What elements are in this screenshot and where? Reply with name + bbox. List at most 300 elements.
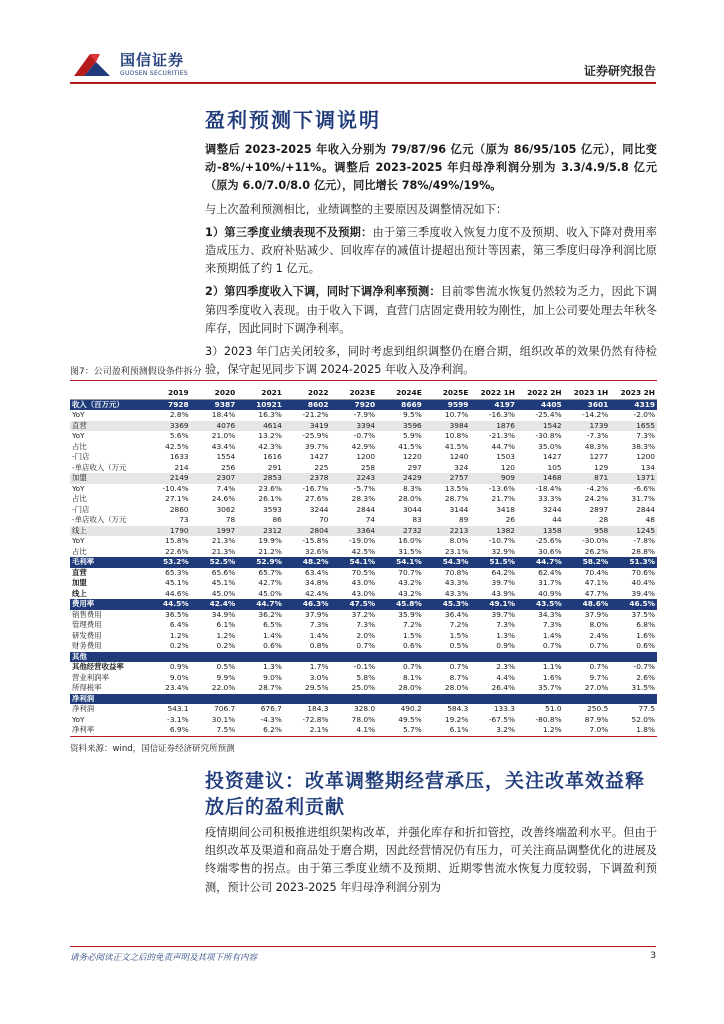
table-row	[70, 410, 657, 421]
table-cell: 43.4%	[211, 441, 236, 451]
table-cell: 7928	[144, 399, 191, 410]
column-header: 2023E	[331, 388, 378, 399]
table-cell: -25.9%	[302, 431, 329, 440]
table-cell: 39.7%	[305, 441, 329, 451]
table-row	[70, 526, 657, 537]
table-cell: 3144	[449, 504, 469, 514]
table-cell: 1.4%	[542, 630, 562, 640]
table-cell: 490.2	[400, 704, 422, 713]
table-cell: 4076	[191, 421, 238, 432]
table-cell: 297	[407, 462, 422, 472]
table-cell: 1277	[589, 452, 609, 461]
table-cell: 225	[314, 462, 329, 472]
table-cell: 2757	[424, 473, 471, 484]
table-cell: 0.9%	[496, 641, 515, 650]
table-cell: 909	[470, 473, 517, 484]
table-cell: 6.9%	[169, 725, 189, 734]
table-cell: 65.3%	[165, 567, 189, 577]
table-cell: 34.3%	[538, 609, 562, 619]
table-cell: 3.0%	[309, 672, 329, 682]
table-cell: 2378	[284, 473, 331, 484]
table-cell: 37.5%	[631, 609, 655, 619]
table-cell: 6.1%	[216, 620, 236, 629]
table-cell: 1371	[610, 473, 657, 484]
table-cell: 2804	[284, 526, 331, 537]
table-cell: 52.9%	[237, 557, 284, 568]
table-cell: 18.4%	[211, 410, 236, 419]
table-cell: 43.0%	[351, 578, 376, 587]
table-cell: 70.8%	[444, 567, 469, 577]
section-title: 盈利预测下调说明	[205, 108, 381, 132]
table-cell: 23.1%	[444, 546, 469, 556]
table-cell: 1.1%	[542, 662, 562, 671]
table-cell: 1200	[356, 452, 376, 461]
table-cell: 2844	[356, 504, 376, 514]
table-cell: 1427	[309, 452, 329, 461]
table-cell: 30.1%	[211, 714, 236, 724]
table-cell: 2.0%	[356, 630, 376, 640]
row-label: YoY	[72, 483, 85, 493]
header-divider	[70, 82, 656, 84]
table-cell: 43.2%	[398, 578, 422, 587]
table-cell: 2897	[589, 504, 609, 514]
table-cell: 0.2%	[169, 641, 189, 650]
table-cell: 63.4%	[305, 567, 329, 577]
table-cell: 1245	[610, 526, 657, 537]
table-cell: 52.0%	[631, 714, 655, 724]
table-cell: -14.2%	[582, 410, 609, 419]
table-cell: 58.2%	[564, 557, 611, 568]
table-cell: 35.7%	[538, 683, 562, 692]
table-cell: -72.8%	[302, 714, 329, 724]
table-cell: 42.5%	[165, 441, 189, 451]
table-row	[70, 631, 657, 642]
table-row	[70, 610, 657, 621]
table-cell: 45.3%	[424, 599, 471, 610]
table-cell: 31.7%	[631, 494, 655, 503]
table-cell: 8.1%	[402, 672, 422, 682]
section-title: 投资建议：改革调整期经营承压，关注改革效益释放后的盈利贡献	[205, 770, 646, 818]
table-cell: 0.2%	[216, 641, 236, 650]
table-cell	[470, 652, 517, 663]
figure-source: 资料来源：wind，国信证券经济研究所预测	[70, 744, 235, 754]
table-row	[70, 620, 657, 631]
table-cell: 1220	[402, 452, 422, 461]
table-cell: 65.7%	[258, 567, 282, 577]
table-cell: 28.0%	[398, 494, 422, 503]
table-cell: 4.4%	[496, 672, 515, 682]
row-label: 收入（百万元）	[70, 399, 144, 410]
row-label: 净利润	[70, 694, 144, 705]
table-cell: 0.6%	[402, 641, 422, 650]
reason-2-lead: 2）第四季度收入下调，同时下调净利率预测：	[205, 285, 441, 299]
table-cell: 1.4%	[309, 630, 329, 640]
table-cell	[610, 652, 657, 663]
table-cell: 38.3%	[631, 441, 655, 451]
table-cell: -16.7%	[302, 483, 329, 493]
table-cell: 51.3%	[610, 557, 657, 568]
table-cell: 42.9%	[351, 441, 376, 451]
table-cell: 78	[225, 515, 236, 524]
table-cell: 1997	[191, 526, 238, 537]
table-cell: 43.3%	[444, 578, 469, 587]
table-cell: 8602	[284, 399, 331, 410]
table-cell: 26.2%	[584, 546, 609, 556]
paragraph-summary: 调整后 2023-2025 年收入分别为 79/87/96 亿元（原为 86/95/105 亿元），同比变动-8%/+10%/+11%。调整后 2023-2025 年归母净利润分别为 3.3/4.9/5.8 亿元（原为 6.0/7.0/8.0 亿元），同比增长 78%/49%/19%。	[205, 143, 657, 193]
table-row	[70, 578, 657, 589]
table-cell: 1503	[496, 452, 515, 461]
table-cell: -7.9%	[353, 410, 376, 419]
table-cell	[237, 652, 284, 663]
table-cell: 1358	[517, 526, 564, 537]
table-cell: 2149	[144, 473, 191, 484]
disclaimer-note: 请务必阅读正文之后的免责声明及其项下所有内容	[70, 953, 258, 963]
column-header: 2021	[237, 388, 284, 399]
table-cell: 184.3	[307, 704, 329, 713]
table-cell: 70.7%	[398, 567, 422, 577]
table-cell: 43.2%	[398, 588, 422, 598]
table-row	[70, 505, 657, 516]
table-cell: 45.1%	[165, 578, 189, 587]
table-cell: -4.3%	[260, 714, 282, 724]
table-cell: 31.5%	[631, 683, 655, 692]
table-cell: 19.2%	[444, 714, 469, 724]
table-cell: -21.3%	[488, 431, 515, 440]
table-cell: 3419	[284, 421, 331, 432]
table-cell: 250.5	[587, 704, 609, 713]
table-cell: 1.4%	[263, 630, 282, 640]
table-row	[70, 557, 657, 568]
logo-chinese-name: 国信证券	[120, 51, 185, 69]
table-cell: 328.0	[353, 704, 376, 713]
column-header: 2023 2H	[610, 388, 657, 399]
table-cell: 1633	[169, 452, 189, 461]
table-cell: 39.7%	[491, 578, 515, 587]
table-cell: 37.9%	[584, 609, 609, 619]
table-cell: 5.6%	[169, 431, 189, 440]
table-cell: 256	[221, 462, 236, 472]
table-cell: 28	[598, 515, 609, 524]
row-label: 其他	[70, 652, 144, 663]
paragraph-advice: 疫情期间公司积极推进组织架构改革，并强化库存和折扣管控，改善终端盈利水平。但由于组织改革及渠道和商品处于磨合期，因此经营情况仍有压力，可关注商品调整优化的进展及终端零售的拐点。由于第三季度业绩不及预期、近期零售流水恢复力度较弱，下调盈利预测，预计公司 2023-2025 年归母净利润分别为	[205, 826, 657, 894]
table-row	[70, 715, 657, 726]
table-cell: 4319	[610, 399, 657, 410]
table-cell: 3593	[263, 504, 282, 514]
table-cell: 22.0%	[211, 683, 236, 692]
table-cell: 7.3%	[309, 620, 329, 629]
table-cell: 105	[547, 462, 562, 472]
row-label: 占比	[72, 441, 87, 451]
table-cell: 10.7%	[444, 410, 469, 419]
table-cell: 89	[458, 515, 469, 524]
row-label: 净利润	[72, 704, 95, 713]
table-row	[70, 494, 657, 505]
table-row	[70, 421, 657, 432]
table-cell: 33.3%	[538, 494, 562, 503]
report-type-label: 证券研究报告	[583, 64, 656, 78]
table-cell: 0.5%	[449, 641, 469, 650]
table-cell: 2732	[377, 526, 424, 537]
table-cell: 1554	[216, 452, 236, 461]
table-cell	[144, 694, 191, 705]
table-cell: 13.2%	[258, 431, 282, 440]
table-cell: 52.5%	[191, 557, 238, 568]
table-cell: -30.0%	[582, 536, 609, 545]
table-cell: -3.1%	[167, 714, 189, 724]
table-cell	[424, 652, 471, 663]
row-label: -单店收入（万元	[72, 462, 127, 472]
table-cell: 26.1%	[258, 494, 282, 503]
table-cell: 64.2%	[491, 567, 515, 577]
table-cell: 7.3%	[636, 431, 655, 440]
table-cell: -16.3%	[488, 410, 515, 419]
table-cell: 5.9%	[402, 431, 422, 440]
table-cell: 27.1%	[165, 494, 189, 503]
table-cell: 15.8%	[165, 536, 189, 545]
column-header: 2022 1H	[470, 388, 517, 399]
table-cell: 42.7%	[258, 578, 282, 587]
table-cell: 19.9%	[258, 536, 282, 545]
table-cell: 48.3%	[584, 441, 609, 451]
table-cell: 8.0%	[449, 536, 469, 545]
table-cell: 30.6%	[538, 546, 562, 556]
table-cell: 1468	[517, 473, 564, 484]
table-cell	[144, 652, 191, 663]
table-cell: 1.2%	[216, 630, 236, 640]
table-cell: 9.0%	[169, 672, 189, 682]
table-cell: 6.4%	[169, 620, 189, 629]
table-cell: 32.6%	[305, 546, 329, 556]
table-cell: 27.0%	[584, 683, 609, 692]
row-label: 管理费用	[72, 620, 102, 629]
table-cell: 87.9%	[584, 714, 609, 724]
table-cell: 7.2%	[402, 620, 422, 629]
table-cell: 2312	[237, 526, 284, 537]
row-label: -门店	[72, 452, 90, 461]
table-cell: -2.0%	[633, 410, 655, 419]
table-cell: -10.7%	[488, 536, 515, 545]
table-cell	[610, 694, 657, 705]
table-cell: 1616	[263, 452, 282, 461]
table-cell: 45.0%	[211, 588, 236, 598]
page-number: 3	[650, 951, 656, 961]
table-cell: 7.4%	[216, 483, 236, 493]
table-cell: 3364	[331, 526, 378, 537]
table-cell: 36.5%	[165, 609, 189, 619]
table-cell: 3984	[424, 421, 471, 432]
table-cell: 31.7%	[538, 578, 562, 587]
table-cell: 86	[272, 515, 282, 524]
table-cell: -19.0%	[348, 536, 376, 545]
table-cell	[284, 694, 331, 705]
table-cell: -25.4%	[535, 410, 562, 419]
table-cell: 21.0%	[211, 431, 236, 440]
column-header: 2022 2H	[517, 388, 564, 399]
table-cell: -18.4%	[535, 483, 562, 493]
table-cell: 16.3%	[258, 410, 282, 419]
table-cell: 26.4%	[491, 683, 515, 692]
table-cell: 2.8%	[169, 410, 189, 419]
table-cell: 0.7%	[402, 662, 422, 671]
table-cell: 1240	[449, 452, 469, 461]
table-cell: 258	[361, 462, 376, 472]
table-cell: 42.5%	[351, 546, 376, 556]
table-cell: -21.2%	[302, 410, 329, 419]
column-header: 2024E	[377, 388, 424, 399]
table-cell: 49.5%	[398, 714, 422, 724]
table-cell	[517, 694, 564, 705]
table-cell: 44.5%	[144, 599, 191, 610]
table-cell: 214	[174, 462, 189, 472]
column-header: 2023 1H	[564, 388, 611, 399]
table-cell: 42.4%	[305, 588, 329, 598]
table-cell	[564, 694, 611, 705]
table-cell: 1.2%	[169, 630, 189, 640]
table-cell: 28.3%	[351, 494, 376, 503]
table-row	[70, 442, 657, 453]
table-cell: 31.5%	[398, 546, 422, 556]
table-cell: 7.3%	[496, 620, 515, 629]
table-cell: 29.5%	[305, 683, 329, 692]
table-cell: 1.3%	[496, 630, 515, 640]
table-cell: 24.2%	[584, 494, 609, 503]
table-row	[70, 463, 657, 474]
table-cell: 47.1%	[584, 578, 609, 587]
table-cell: 46.5%	[610, 599, 657, 610]
table-cell: 3596	[377, 421, 424, 432]
table-row	[70, 484, 657, 495]
row-label: 净利率	[72, 725, 95, 734]
table-cell: 3369	[144, 421, 191, 432]
table-cell	[191, 694, 238, 705]
row-label: YoY	[72, 410, 85, 419]
table-cell: 6.8%	[636, 620, 655, 629]
table-cell: 47.5%	[331, 599, 378, 610]
table-cell: 40.4%	[631, 578, 655, 587]
table-cell: 9.0%	[263, 672, 282, 682]
row-label: 直营	[72, 567, 87, 577]
table-row	[70, 452, 657, 463]
table-cell: 23.6%	[258, 483, 282, 493]
table-cell: 3244	[542, 504, 562, 514]
table-cell: 2.1%	[309, 725, 329, 734]
table-cell: 2.6%	[636, 672, 655, 682]
table-cell	[331, 652, 378, 663]
table-cell: 47.7%	[584, 588, 609, 598]
paragraph-reason-3: 3）2023 年门店关闭较多，同时考虑到组织调整仍在磨合期，组织改革的效果仍然有待检验，保守起见同步下调 2024-2025 年收入及净利润。	[205, 345, 657, 377]
table-cell: 65.6%	[211, 567, 236, 577]
table-cell: 43.3%	[444, 588, 469, 598]
table-row	[70, 694, 657, 705]
table-cell: 129	[594, 462, 609, 472]
table-cell: -0.1%	[353, 662, 376, 671]
table-cell: 48	[645, 515, 655, 524]
table-cell: 21.2%	[258, 546, 282, 556]
table-cell: 13.5%	[444, 483, 469, 493]
table-cell: 0.7%	[542, 641, 562, 650]
table-cell: 45.0%	[258, 588, 282, 598]
table-cell: 77.5	[638, 704, 655, 713]
table-cell: 0.7%	[589, 641, 609, 650]
table-cell: 21.3%	[211, 536, 236, 545]
table-cell: 3044	[402, 504, 422, 514]
reason-1-lead: 1）第三季度业绩表现不及预期：	[205, 225, 373, 239]
forecast-assumption-table	[70, 388, 657, 736]
reason-1-body: 由于第三季度收入恢复力度不及预期、收入下降对费用率造成压力、政府补贴减少、回收库存的减值计提超出预计等因素，第三季度归母净利润比原来预期低了约 1 亿元。	[205, 225, 657, 276]
table-cell: -30.8%	[535, 431, 562, 440]
table-cell: 45.1%	[211, 578, 236, 587]
figure-caption: 图7：公司盈利预测假设条件拆分	[70, 364, 657, 381]
table-cell	[377, 694, 424, 705]
table-cell: 37.2%	[351, 609, 376, 619]
table-cell: -13.6%	[488, 483, 515, 493]
paragraph-intro: 与上次盈利预测相比，业绩调整的主要原因及调整情况如下：	[205, 202, 508, 216]
table-cell: 21.7%	[491, 494, 515, 503]
company-logo	[70, 50, 188, 80]
row-label: 直营	[70, 421, 144, 432]
table-cell: 1.2%	[542, 725, 562, 734]
row-label: 加盟	[72, 578, 87, 587]
table-cell: 7.3%	[356, 620, 376, 629]
table-cell: 43.0%	[351, 588, 376, 598]
table-cell: 21.3%	[211, 546, 236, 556]
table-cell: 53.2%	[144, 557, 191, 568]
table-cell: 9.7%	[589, 672, 609, 682]
table-cell: -67.5%	[488, 714, 515, 724]
table-cell: 8.0%	[589, 620, 609, 629]
table-cell: 28.0%	[398, 683, 422, 692]
table-cell: 74	[365, 515, 376, 524]
table-cell: 34.9%	[211, 609, 236, 619]
table-cell: 0.6%	[263, 641, 282, 650]
table-cell: 51.0	[545, 704, 562, 713]
table-cell: 3062	[216, 504, 236, 514]
column-header	[70, 388, 144, 399]
row-label: 占比	[72, 546, 87, 556]
row-label: 费用率	[70, 599, 144, 610]
table-cell: 0.7%	[589, 662, 609, 671]
table-cell: 43.9%	[491, 588, 515, 598]
table-cell: 78.0%	[351, 714, 376, 724]
row-label: 销售费用	[72, 609, 102, 619]
table-cell: 28.8%	[631, 546, 655, 556]
table-cell: 2243	[331, 473, 378, 484]
table-cell: 8669	[377, 399, 424, 410]
table-cell: 16.0%	[398, 536, 422, 545]
table-cell: -25.6%	[535, 536, 562, 545]
table-cell: 5.8%	[356, 672, 376, 682]
table-cell: 26	[505, 515, 515, 524]
row-label: 线上	[72, 588, 87, 598]
row-label: 其他经营收益率	[72, 662, 124, 671]
table-cell: 39.7%	[491, 609, 515, 619]
table-cell: 1542	[517, 421, 564, 432]
paragraph-reason-2	[205, 283, 657, 338]
paragraph-reason-1	[205, 224, 657, 279]
table-cell: 54.1%	[331, 557, 378, 568]
table-cell	[331, 694, 378, 705]
table-cell: 48.6%	[564, 599, 611, 610]
table-cell: 2853	[237, 473, 284, 484]
logo-english-name: GUOSEN SECURITIES	[120, 70, 189, 77]
table-cell: 54.1%	[377, 557, 424, 568]
table-cell: 0.5%	[216, 662, 236, 671]
table-cell: 70.4%	[584, 567, 609, 577]
table-cell: 543.1	[167, 704, 189, 713]
table-cell: 41.5%	[398, 441, 422, 451]
table-cell: 35.9%	[398, 609, 422, 619]
row-label: 占比	[72, 494, 87, 503]
